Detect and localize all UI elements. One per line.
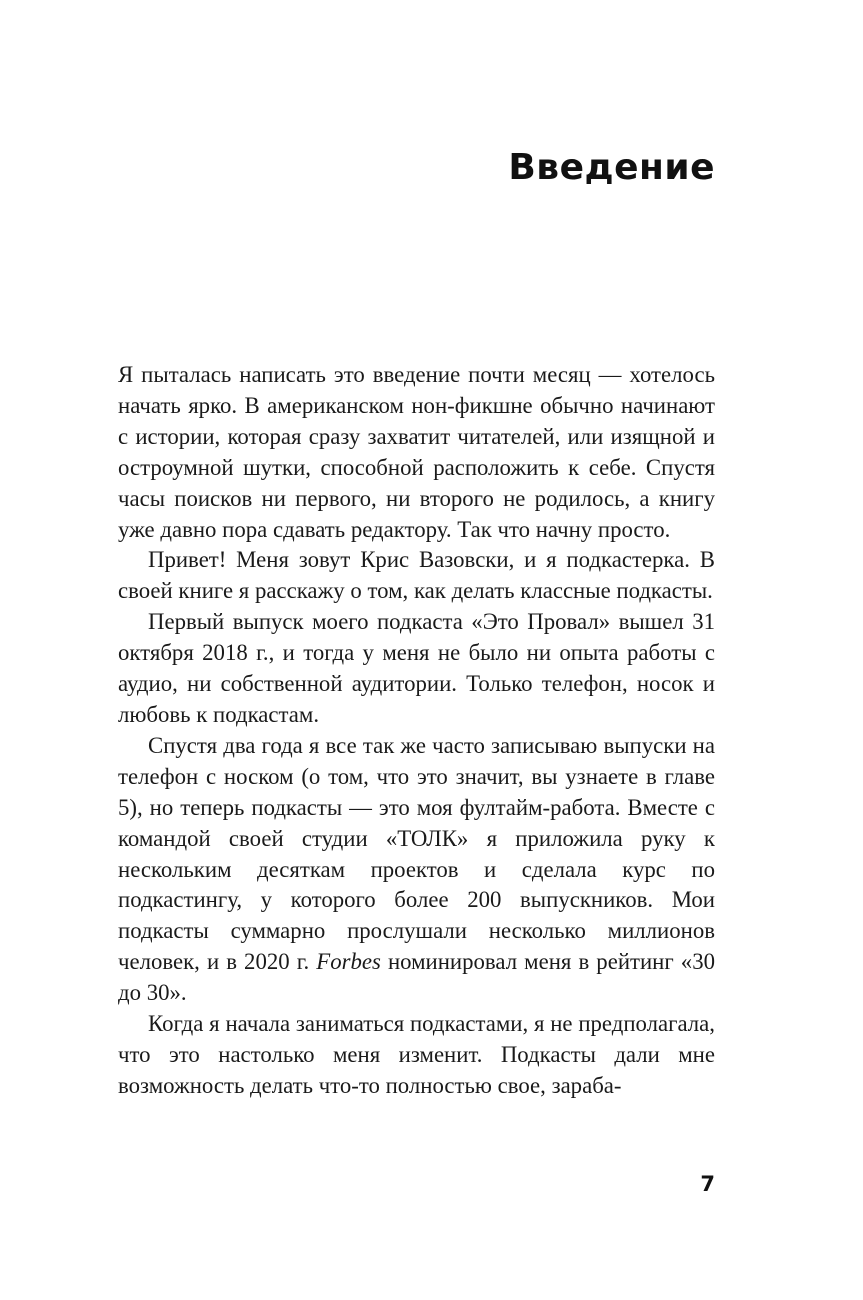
forbes-italic: Forbes xyxy=(316,949,381,975)
page-number: 7 xyxy=(700,1172,715,1196)
paragraph-change: Когда я начала заниматься подкастами, я не предполагала, что это настолько меня изменит. Подкасты дали мне возможность делать что-то полностью свое, зараба- xyxy=(118,1011,715,1098)
achievements-text-end: номинировал меня в рейтинг «30 до 30». xyxy=(118,949,715,1006)
paragraph-first-episode: Первый выпуск моего подкаста «Это Провал» вышел 31 октября 2018 г., и тогда у меня не было ни опыта работы с аудио, ни собственной аудитории. Только телефон, носок и любовь к подкастам. xyxy=(118,609,715,727)
chapter-body xyxy=(118,360,715,1102)
paragraph-achievements xyxy=(118,731,715,1009)
paragraph-intro: Я пыталась написать это введение почти месяц — хотелось начать ярко. В американском нон-фикшне обычно начинают с истории, которая сразу захватит читателей, или изящной и остроумной шутки, способной расположить к себе. Спустя часы поисков ни первого, ни второго не родилось, а книгу уже давно пора сдавать редактору. Так что начну просто. xyxy=(118,362,715,542)
chapter-title: Введение xyxy=(508,147,715,188)
achievements-text-start: Спустя два года я все так же часто записываю выпуски на телефон с носком (о том, что это значит, вы узнаете в главе 5), но теперь подкасты — это моя фултайм-работа. Вместе с командой своей студии «ТОЛК» я приложила руку к нескольким десяткам проектов и сделала курс по подкастингу, у которого более 200 выпускников. Мои подкасты суммарно прослушали несколько миллионов человек, и в 2020 г. xyxy=(118,732,715,975)
paragraph-greeting: Привет! Меня зовут Крис Вазовски, и я подкастерка. В своей книге я расскажу о том, как делать классные подкасты. xyxy=(118,547,715,604)
